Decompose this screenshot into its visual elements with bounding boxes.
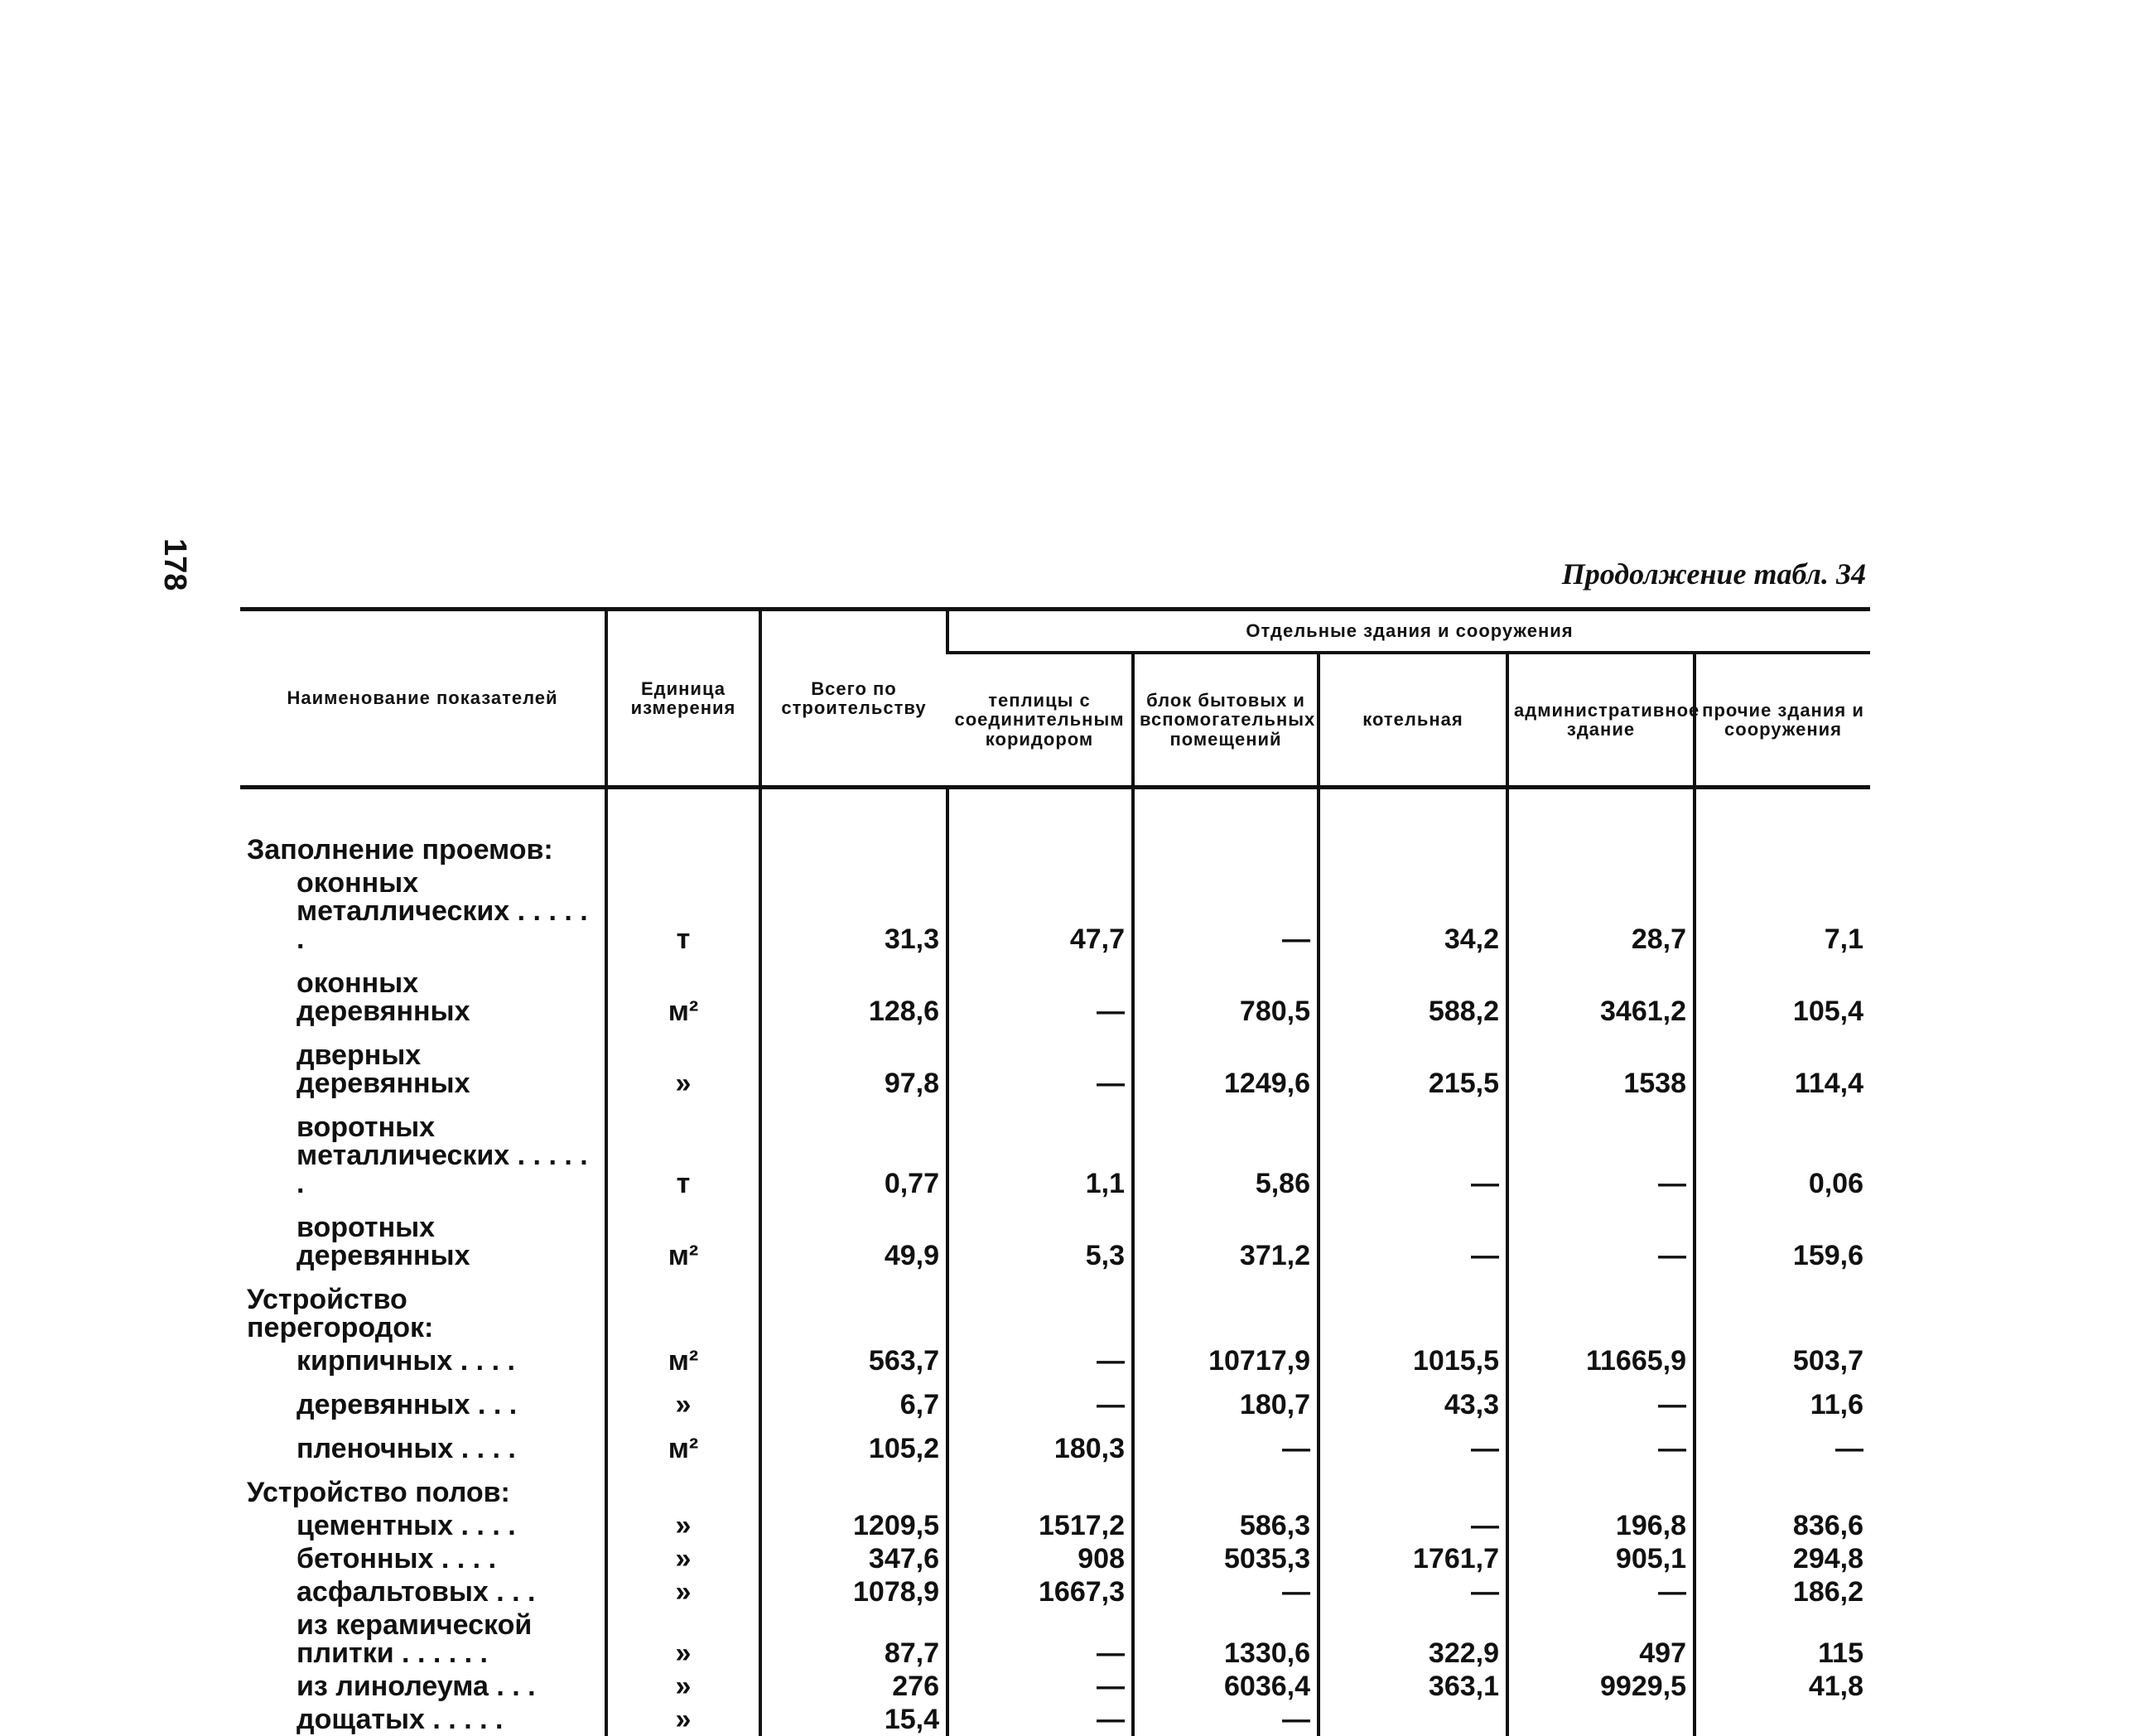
row-value: 276 [760,1670,947,1703]
empty-cell [760,1272,947,1344]
row-value: 908 [947,1542,1133,1575]
row-value [1507,1703,1695,1736]
row-value: 47,7 [947,866,1133,956]
page-number: 178 [157,538,192,591]
indicators-table [240,607,1870,1736]
row-unit: м² [606,956,760,1028]
empty-cell [1319,822,1507,866]
header-greenhouses: теплицы с соединительным коридором [947,653,1133,788]
empty-cell [1695,822,1870,866]
header-boiler-house: котельная [1319,653,1507,788]
row-label: асфальтовых . . . [240,1575,606,1608]
row-value: — [947,1028,1133,1100]
row-value: 1761,7 [1319,1542,1507,1575]
row-label: оконных деревянных [240,956,606,1028]
row-value [1319,1703,1507,1736]
table-row [240,1100,1870,1200]
section-row [240,1465,1870,1509]
row-value: 115 [1695,1608,1870,1670]
row-value: — [1133,1703,1319,1736]
row-value: 105,4 [1695,956,1870,1028]
row-value: 563,7 [760,1344,947,1377]
row-value: 371,2 [1133,1200,1319,1272]
empty-cell [1695,1272,1870,1344]
row-value: 588,2 [1319,956,1507,1028]
row-value: 9929,5 [1507,1670,1695,1703]
row-label: из линолеума . . . [240,1670,606,1703]
row-label: дощатых . . . . . [240,1703,606,1736]
row-label: дверных деревянных [240,1028,606,1100]
row-value: 87,7 [760,1608,947,1670]
row-value [1695,1703,1870,1736]
row-label: пленочных . . . . [240,1421,606,1465]
row-label: воротных металлических . . . . . . [240,1100,606,1200]
header-indicator-name: Наименование показателей [240,610,606,788]
row-unit: м² [606,1200,760,1272]
row-value: — [1319,1509,1507,1542]
empty-cell [1133,788,1319,823]
empty-cell [240,788,606,823]
header-buildings-group: Отдельные здания и сооружения [947,610,1870,653]
row-value: — [1133,866,1319,956]
row-unit: » [606,1028,760,1100]
row-label: бетонных . . . . [240,1542,606,1575]
row-value: 180,3 [947,1421,1133,1465]
row-value: — [1507,1421,1695,1465]
table-row [240,1670,1870,1703]
row-value: 3461,2 [1507,956,1695,1028]
empty-cell [1695,1465,1870,1509]
row-value: 780,5 [1133,956,1319,1028]
empty-cell [1319,1272,1507,1344]
row-value: 6036,4 [1133,1670,1319,1703]
row-value: 363,1 [1319,1670,1507,1703]
row-value: — [1319,1200,1507,1272]
row-unit: » [606,1608,760,1670]
table-body [240,788,1870,1736]
row-value: — [947,1703,1133,1736]
row-value: 5035,3 [1133,1542,1319,1575]
table-row [240,1608,1870,1670]
row-unit: » [606,1575,760,1608]
row-value: 1,1 [947,1100,1133,1200]
row-value: 15,4 [760,1703,947,1736]
section-row [240,1272,1870,1344]
row-value: 31,3 [760,866,947,956]
row-value: 41,8 [1695,1670,1870,1703]
section-row [240,822,1870,866]
row-label: воротных деревянных [240,1200,606,1272]
row-value: 10717,9 [1133,1344,1319,1377]
row-value: — [1507,1200,1695,1272]
row-value: 43,3 [1319,1377,1507,1421]
row-value: 586,3 [1133,1509,1319,1542]
empty-cell [947,1272,1133,1344]
row-unit: » [606,1377,760,1421]
table-row [240,1200,1870,1272]
row-label: оконных металлических . . . . . . [240,866,606,956]
row-value: — [1133,1421,1319,1465]
table-row [240,1703,1870,1736]
row-value: 11,6 [1695,1377,1870,1421]
row-value: 1015,5 [1319,1344,1507,1377]
header-admin-building: административное здание [1507,653,1695,788]
table-row [240,1028,1870,1100]
row-unit: т [606,1100,760,1200]
row-value: 347,6 [760,1542,947,1575]
row-value: — [1133,1575,1319,1608]
row-unit: » [606,1509,760,1542]
row-value: — [1319,1100,1507,1200]
empty-cell [1507,1465,1695,1509]
header-total: Всего по строительству [760,610,947,788]
table-continuation-caption: Продолжение табл. 34 [1562,557,1866,591]
row-value: 186,2 [1695,1575,1870,1608]
row-value: 322,9 [1319,1608,1507,1670]
section-title: Заполнение проемов: [240,822,606,866]
row-value: 1249,6 [1133,1028,1319,1100]
row-value: 1330,6 [1133,1608,1319,1670]
table-header [240,610,1870,788]
row-value: — [1319,1421,1507,1465]
row-value: 5,86 [1133,1100,1319,1200]
section-title: Устройство перегородок: [240,1272,606,1344]
row-label: из керамической плитки . . . . . . [240,1608,606,1670]
empty-cell [760,822,947,866]
empty-cell [947,1465,1133,1509]
header-other-buildings: прочие здания и сооружения [1695,653,1870,788]
empty-cell [1507,822,1695,866]
row-unit: » [606,1703,760,1736]
empty-cell [1133,1272,1319,1344]
row-value: 34,2 [1319,866,1507,956]
empty-cell [1695,788,1870,823]
row-unit: » [606,1542,760,1575]
empty-cell [1133,1465,1319,1509]
row-value: 294,8 [1695,1542,1870,1575]
indicators-table-container [240,607,1870,1736]
empty-cell [1319,788,1507,823]
row-value: 1209,5 [760,1509,947,1542]
row-value: 114,4 [1695,1028,1870,1100]
row-label: цементных . . . . [240,1509,606,1542]
row-value: — [1507,1575,1695,1608]
row-unit: » [606,1670,760,1703]
row-value: — [947,1670,1133,1703]
row-label: деревянных . . . [240,1377,606,1421]
row-value: — [947,1344,1133,1377]
row-value: 180,7 [1133,1377,1319,1421]
empty-cell [1507,788,1695,823]
empty-cell [947,788,1133,823]
row-value: 6,7 [760,1377,947,1421]
row-label: кирпичных . . . . [240,1344,606,1377]
row-value: 105,2 [760,1421,947,1465]
section-title: Устройство полов: [240,1465,606,1509]
empty-cell [1133,822,1319,866]
row-value: 1538 [1507,1028,1695,1100]
empty-cell [1319,1465,1507,1509]
row-value: — [947,1377,1133,1421]
row-value: 11665,9 [1507,1344,1695,1377]
row-value: 128,6 [760,956,947,1028]
row-value: 1078,9 [760,1575,947,1608]
row-value: 0,77 [760,1100,947,1200]
table-row [240,866,1870,956]
row-value: 503,7 [1695,1344,1870,1377]
table-row [240,1421,1870,1465]
empty-cell [606,1465,760,1509]
header-service-block: блок бытовых и вспомогательных помещений [1133,653,1319,788]
row-value: 159,6 [1695,1200,1870,1272]
row-value: 1667,3 [947,1575,1133,1608]
empty-cell [1507,1272,1695,1344]
row-value: — [1507,1100,1695,1200]
row-unit: м² [606,1344,760,1377]
row-value: 497 [1507,1608,1695,1670]
row-value: 97,8 [760,1028,947,1100]
row-value: 215,5 [1319,1028,1507,1100]
empty-cell [760,788,947,823]
row-value: 49,9 [760,1200,947,1272]
empty-cell [606,822,760,866]
empty-cell [606,788,760,823]
row-unit: м² [606,1421,760,1465]
row-value: — [947,1608,1133,1670]
row-value: — [1319,1575,1507,1608]
row-value: 196,8 [1507,1509,1695,1542]
table-row [240,1542,1870,1575]
table-row [240,1509,1870,1542]
table-row [240,1344,1870,1377]
row-value: 1517,2 [947,1509,1133,1542]
row-value: 0,06 [1695,1100,1870,1200]
row-value: — [1695,1421,1870,1465]
row-value: 836,6 [1695,1509,1870,1542]
table-row [240,1575,1870,1608]
row-value: 28,7 [1507,866,1695,956]
table-row [240,956,1870,1028]
row-value: — [1507,1377,1695,1421]
spacer-row [240,788,1870,823]
row-unit: т [606,866,760,956]
empty-cell [606,1272,760,1344]
table-row [240,1377,1870,1421]
row-value: 7,1 [1695,866,1870,956]
empty-cell [760,1465,947,1509]
empty-cell [947,822,1133,866]
row-value: 5,3 [947,1200,1133,1272]
row-value: 905,1 [1507,1542,1695,1575]
header-unit: Единица измерения [606,610,760,788]
row-value: — [947,956,1133,1028]
